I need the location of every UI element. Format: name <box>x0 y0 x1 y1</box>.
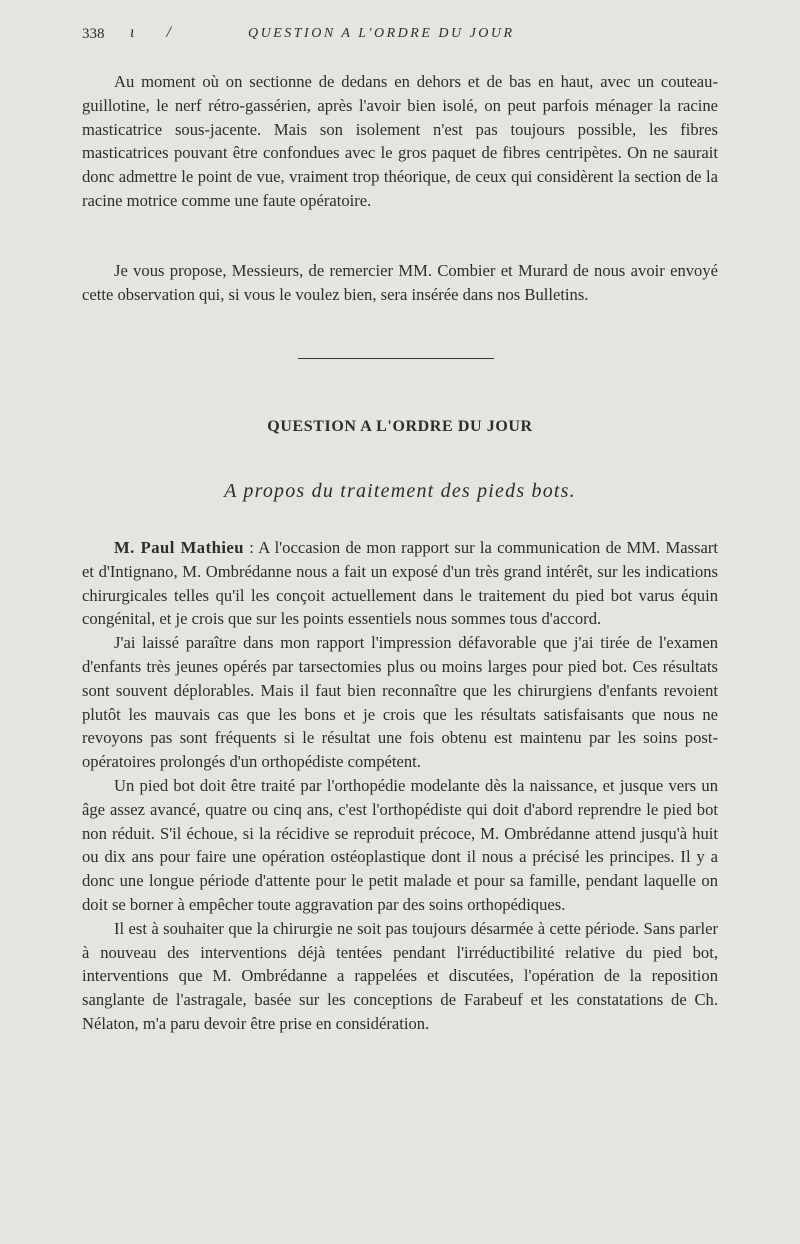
paragraph-speaker <box>82 536 718 631</box>
speaker-text: : A l'occasion de mon rapport sur la communication de MM. Massart et d'Intignano, M. Ombrédanne nous a fait un exposé d'un très grand intérêt, sur les indications chirurgicales telles qu'il les conçoit actuellement dans le traitement du pied bot varus équin congénital, et je crois que sur les points essentiels nous sommes tous d'accord. <box>82 538 718 629</box>
speaker-name: M. Paul Mathieu <box>114 538 245 557</box>
handwritten-marks: ɩ / <box>130 24 185 41</box>
text-block-main <box>82 536 718 1036</box>
text-block-thanks <box>82 259 718 307</box>
paragraph: Je vous propose, Messieurs, de remercier MM. Combier et Murard de nous avoir envoyé cette observation qui, si vous le voulez bien, sera insérée dans nos Bulletins. <box>82 261 718 304</box>
section-divider <box>298 358 494 359</box>
text-block-top <box>82 70 718 213</box>
paragraph: Un pied bot doit être traité par l'orthopédie modelante dès la naissance, et jusque vers un âge assez avancé, quatre ou cinq ans, c'est l'orthopédiste qui doit d'abord reprendre le pied bot non réduit. S'il échoue, si la récidive se reproduit précoce, M. Ombrédanne attend jusqu'à huit ou dix ans pour faire une opération ostéoplastique dont il nous a précisé les principes. Il y a donc une longue période d'attente pour le petit malade et pour sa famille, pendant laquelle on doit se borner à empêcher toute aggravation par des soins orthopédiques. <box>82 775 718 914</box>
paragraph: J'ai laissé paraître dans mon rapport l'impression défavorable que j'ai tirée de l'examen d'enfants très jeunes opérés par tarsectomies plus ou moins larges pour pied bot. Ces résultats sont souvent déplorables. Mais il faut bien reconnaître que les chirurgiens d'enfants revoient plutôt les mauvais cas que les bons et je crois que les résultats satisfaisants que nous ne revoyons pas sont fréquents si le résultat une fois obtenu est maintenu par les soins post-opératoires prolongés d'un orthopédiste compétent. <box>82 633 718 772</box>
article-title: A propos du traitement des pieds bots. <box>224 480 576 502</box>
page-number: 338 <box>82 26 105 42</box>
section-title: QUESTION A L'ORDRE DU JOUR <box>267 418 533 435</box>
paragraph: Au moment où on sectionne de dedans en dehors et de bas en haut, avec un couteau-guillotine, le nerf rétro-gassérien, après l'avoir bien isolé, on peut parfois ménager la racine masticatrice sous-jacente. Mais son isolement n'est pas toujours possible, les fibres masticatrices pouvant être confondues avec le gros paquet de fibres centripètes. On ne saurait donc admettre le point de vue, vraiment trop théorique, de ceux qui considèrent la section de la racine motrice comme une faute opératoire. <box>82 72 718 210</box>
paragraph: Il est à souhaiter que la chirurgie ne soit pas toujours désarmée à cette période. Sans parler à nouveau des interventions déjà tentées pendant l'irréductibilité relative du pied bot, interventions que M. Ombrédanne a rappelées et discutées, l'opération de la reposition sanglante de l'astragale, basée sur les conceptions de Farabeuf et les constatations de Ch. Nélaton, m'a paru devoir être prise en considération. <box>82 918 718 1033</box>
running-title: QUESTION A L'ORDRE DU JOUR <box>248 26 515 41</box>
running-head <box>82 26 722 52</box>
